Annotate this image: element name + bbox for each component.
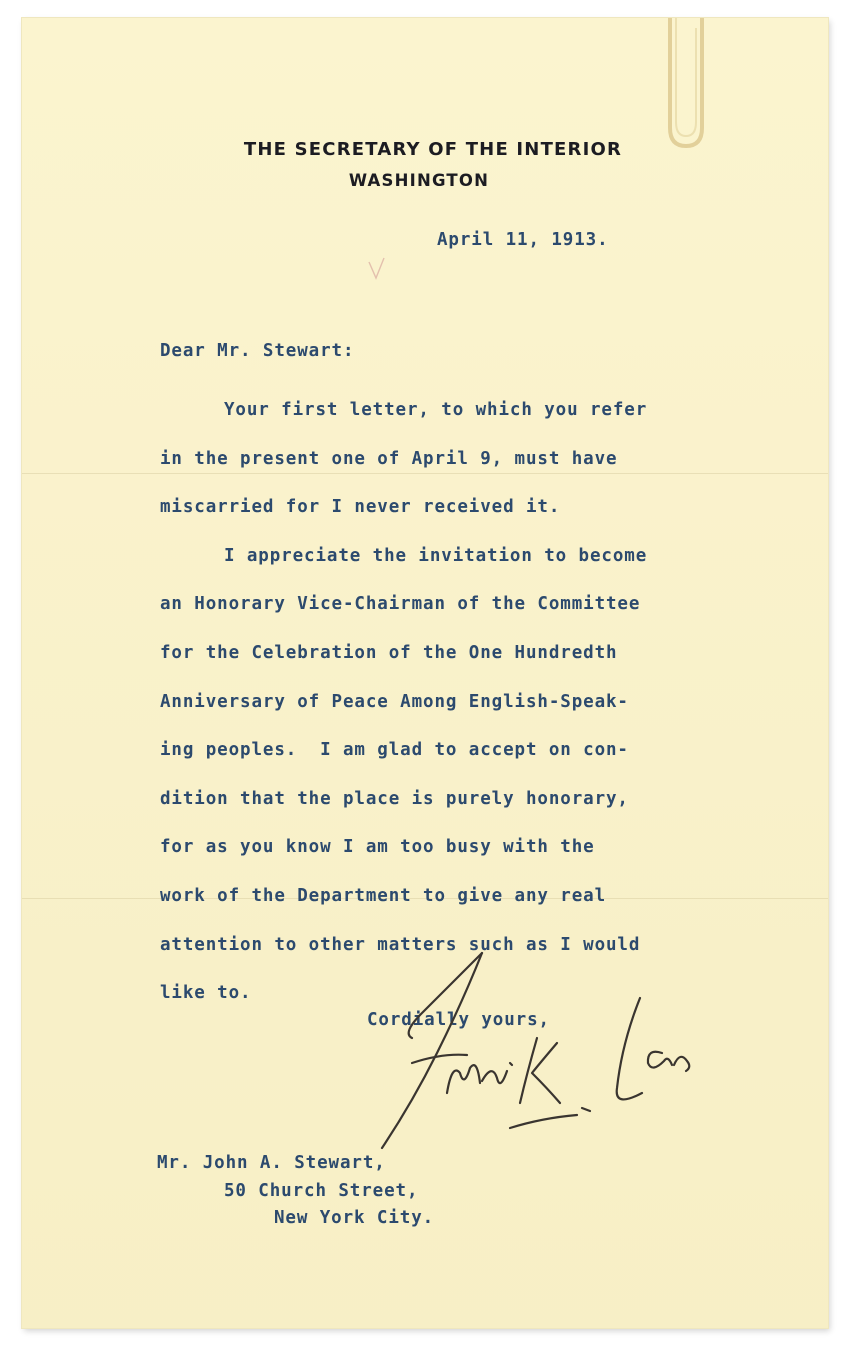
- body-line: like to.: [160, 983, 252, 1004]
- body-line: ing peoples. I am glad to accept on con-: [160, 740, 629, 761]
- recipient-city: New York City.: [274, 1208, 435, 1228]
- body-line: an Honorary Vice-Chairman of the Committee: [160, 594, 641, 615]
- body-line: I appreciate the invitation to become: [224, 545, 648, 566]
- body-line: in the present one of April 9, must have: [160, 448, 618, 469]
- body-line: miscarried for I never received it.: [160, 497, 561, 518]
- salutation: Dear Mr. Stewart:: [160, 341, 355, 361]
- body-line: attention to other matters such as I would: [160, 934, 641, 955]
- signature-icon: [342, 943, 692, 1153]
- body-line: dition that the place is purely honorary,: [160, 788, 629, 809]
- letter-date: April 11, 1913.: [437, 230, 609, 250]
- letterhead-city: WASHINGTON: [348, 171, 490, 190]
- letterhead-title: THE SECRETARY OF THE INTERIOR: [243, 139, 623, 160]
- letter-body: [160, 386, 760, 1018]
- body-line: for as you know I am too busy with the: [160, 837, 595, 858]
- recipient-name: Mr. John A. Stewart,: [157, 1153, 386, 1173]
- body-line: for the Celebration of the One Hundredth: [160, 642, 618, 663]
- recipient-street: 50 Church Street,: [224, 1181, 419, 1201]
- body-line: Your first letter, to which you refer: [224, 400, 648, 420]
- pencil-check-icon: [367, 256, 387, 282]
- paper-clip-stain-icon: [662, 18, 706, 153]
- body-line: Anniversary of Peace Among English-Speak-: [160, 691, 629, 712]
- body-line: work of the Department to give any real: [160, 885, 606, 906]
- letter-page: [22, 18, 828, 1328]
- closing: Cordially yours,: [367, 1010, 550, 1030]
